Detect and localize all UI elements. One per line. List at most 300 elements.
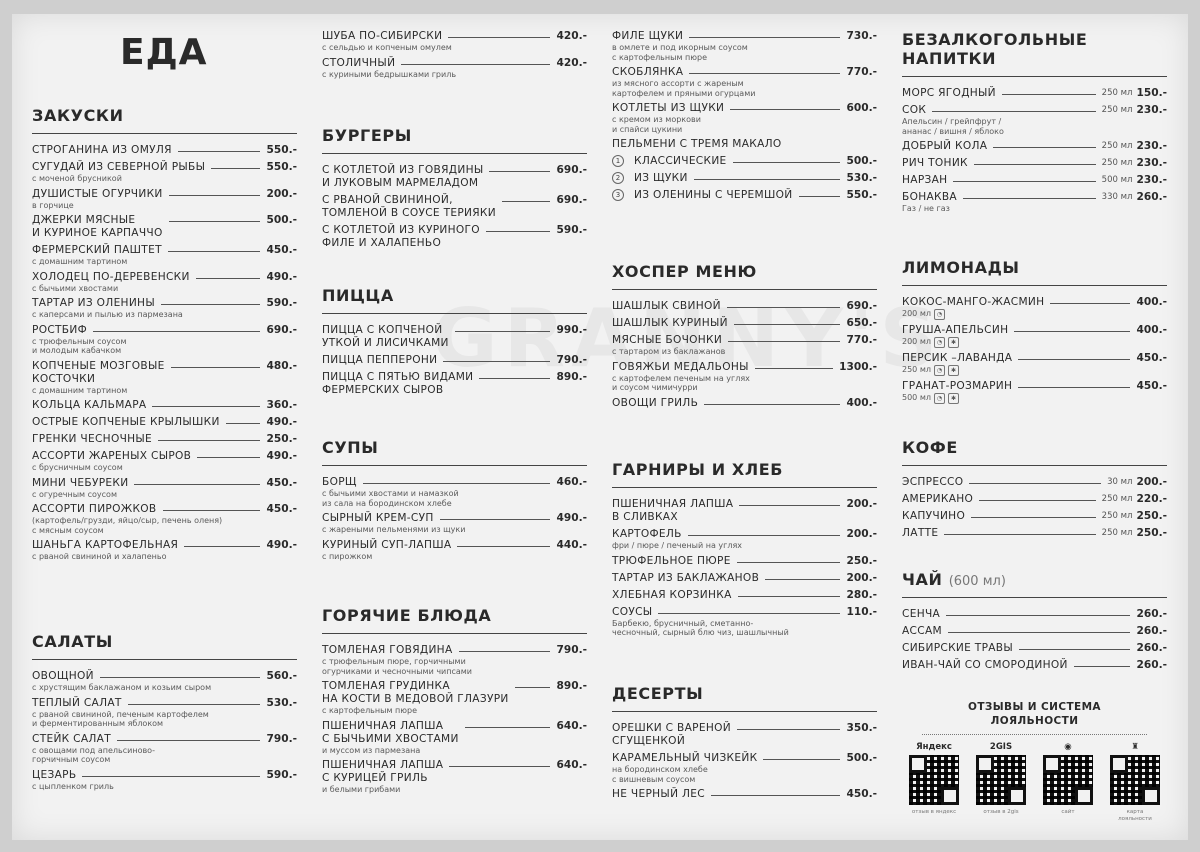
menu-item-row	[612, 66, 877, 79]
menu-item-name: СТРОГАНИНА ИЗ ОМУЛЯ	[32, 144, 172, 156]
leader-line	[465, 720, 551, 728]
menu-item-name: ТАРТАР ИЗ БАКЛАЖАНОВ	[612, 571, 760, 584]
menu-item	[32, 399, 297, 412]
menu-section-burgery	[322, 126, 587, 254]
menu-item-name: ХЛЕБНАЯ КОРЗИНКА	[612, 588, 732, 601]
menu-section-salaty	[32, 632, 297, 795]
menu-item-price: 600.-	[846, 102, 877, 114]
qr-label: Яндекс	[916, 742, 952, 752]
section-title-text: ЛИМОНАДЫ	[902, 258, 1020, 277]
menu-item-price: 220.-	[1136, 493, 1167, 505]
menu-item-price: 690.-	[266, 323, 297, 336]
menu-item	[902, 296, 1167, 320]
menu-item-price: 640.-	[556, 719, 587, 732]
menu-item	[612, 555, 877, 568]
menu-item-price: 450.-	[1136, 380, 1167, 392]
menu-item	[322, 354, 587, 367]
menu-item-name: МОРС ЯГОДНЫЙ	[902, 87, 996, 99]
menu-section-top3	[612, 30, 877, 206]
menu-item-price: 730.-	[846, 30, 877, 42]
menu-item-name: КОТЛЕТЫ ИЗ ЩУКИ	[612, 102, 725, 114]
leader-line	[765, 572, 840, 580]
qr-code-card[interactable]	[1109, 741, 1161, 823]
menu-item	[902, 157, 1167, 170]
menu-item-description-text: с кремом из моркови и спайси цукини	[612, 115, 701, 134]
menu-item-row	[322, 30, 587, 43]
qr-code-icon[interactable]	[976, 755, 1026, 805]
section-title-text: КОФЕ	[902, 438, 958, 457]
menu-section-supy	[322, 438, 587, 565]
menu-item-name: СТОЛИЧНЫЙ	[322, 56, 396, 69]
menu-item-row	[322, 164, 587, 190]
leader-line	[963, 191, 1096, 199]
leader-line	[184, 539, 260, 547]
qr-label: ♜	[1131, 742, 1139, 752]
leader-line	[93, 324, 260, 332]
menu-item-price: 420.-	[556, 56, 587, 69]
section-title-text: БУРГЕРЫ	[322, 126, 412, 145]
menu-item-name: ТОМЛЕНАЯ ГОВЯДИНА	[322, 644, 453, 656]
menu-item-name: ШАНЬГА КАРТОФЕЛЬНАЯ	[32, 539, 179, 551]
menu-item-row	[902, 324, 1167, 337]
menu-section-hosper	[612, 262, 877, 414]
menu-item-row	[322, 224, 587, 250]
menu-item-row	[612, 572, 877, 585]
menu-item-description	[612, 541, 877, 551]
menu-item-name: КАРАМЕЛЬНЫЙ ЧИЗКЕЙК	[612, 752, 758, 764]
menu-item-description-text: с куриными бедрышками гриль	[322, 69, 457, 79]
menu-item-row	[902, 642, 1167, 655]
qr-code-card[interactable]	[1042, 741, 1094, 823]
leader-line	[737, 555, 841, 563]
menu-item-description	[32, 516, 297, 535]
menu-item-description-text: Апельсин / грейпфрут / ананас / вишня / яблоко	[902, 117, 1004, 136]
menu-item	[32, 769, 297, 792]
menu-item-name: ПШЕНИЧНАЯ ЛАПША С КУРИЦЕЙ ГРИЛЬ	[322, 759, 444, 784]
menu-item-description-text: с бычьими хвостами и намазкой из сала на бородинском хлебе	[322, 489, 459, 508]
menu-item-name: ДЖЕРКИ МЯСНЫЕ И КУРИНОЕ КАРПАЧЧО	[32, 214, 163, 239]
menu-item-name: АССОРТИ ЖАРЕНЫХ СЫРОВ	[32, 450, 192, 462]
menu-item-row	[902, 140, 1167, 153]
menu-section-pizza	[322, 286, 587, 401]
menu-item-description	[902, 337, 1167, 348]
menu-item	[902, 625, 1167, 638]
menu-item	[32, 214, 297, 240]
leader-line	[211, 161, 260, 169]
menu-item-description-text: с овощами под апельсиново- горчичным соусом	[32, 745, 155, 764]
menu-item-price: 490.-	[266, 270, 297, 283]
menu-item-name: ГОВЯЖЬИ МЕДАЛЬОНЫ	[612, 360, 749, 373]
section-divider	[902, 76, 1167, 77]
leader-line	[979, 493, 1096, 501]
menu-item-name: ОСТРЫЕ КОПЧЕНЫЕ КРЫЛЫШКИ	[32, 416, 220, 428]
menu-section-kofe	[902, 438, 1167, 544]
menu-item-volume: 250 мл	[1101, 105, 1133, 115]
section-title	[322, 606, 587, 625]
menu-item	[322, 30, 587, 53]
leader-line	[688, 528, 841, 536]
leader-line	[169, 214, 261, 222]
menu-item-price: 200.-	[846, 528, 877, 540]
section-title	[322, 438, 587, 457]
menu-item-row	[32, 324, 297, 337]
menu-item-row	[32, 297, 297, 310]
menu-item	[902, 510, 1167, 523]
menu-item-row	[612, 102, 877, 115]
section-title	[322, 286, 587, 305]
menu-item	[612, 102, 877, 134]
menu-item-name: АССОРТИ ПИРОЖКОВ	[32, 503, 157, 515]
menu-item	[612, 172, 877, 185]
menu-item	[902, 493, 1167, 506]
leader-line	[449, 759, 550, 767]
menu-item-description-text: с моченой брусникой	[32, 174, 122, 183]
menu-item-price: 650.-	[846, 317, 877, 329]
menu-item-volume: 250 мл	[1101, 494, 1133, 504]
qr-caption: карта лояльности	[1118, 809, 1152, 822]
menu-item-price: 490.-	[266, 539, 297, 551]
menu-item-name: ШУБА ПО-СИБИРСКИ	[322, 30, 443, 42]
menu-item-price: 260.-	[1136, 659, 1167, 671]
menu-item-description-text: в омлете и под икорным соусом с картофельным пюре	[612, 43, 748, 62]
menu-item-description-text: (картофель/грузди, яйцо/сыр, печень оленя) с мясным соусом	[32, 516, 223, 535]
menu-item	[612, 138, 877, 151]
menu-item-price: 420.-	[556, 30, 587, 42]
menu-item-name: ПИЦЦА ПЕППЕРОНИ	[322, 354, 438, 366]
section-title-text: ЧАЙ	[902, 570, 943, 589]
menu-item-description	[322, 70, 587, 80]
menu-item-price: 450.-	[266, 476, 297, 489]
section-divider	[612, 711, 877, 712]
menu-item-volume: 250 мл	[1101, 158, 1133, 168]
menu-item-name: КАРТОФЕЛЬ	[612, 528, 682, 540]
menu-item-name: ЛАТТЕ	[902, 527, 939, 539]
menu-item	[612, 589, 877, 602]
menu-item-name: АМЕРИКАНО	[902, 493, 974, 505]
menu-item-description	[32, 337, 297, 356]
section-title-text: ДЕСЕРТЫ	[612, 684, 704, 703]
leader-line	[515, 680, 551, 688]
menu-item-price: 690.-	[846, 300, 877, 312]
qr-caption: отзыв в яндекс	[911, 809, 957, 815]
menu-item-description-text: и белыми грибами	[322, 785, 401, 794]
menu-item	[32, 297, 297, 320]
menu-item-description-text: Барбекю, брусничный, сметанно- чесночный, сырный блю чиз, шашлычный	[612, 618, 789, 637]
menu-item-price: 550.-	[846, 189, 877, 201]
divider	[922, 734, 1147, 735]
menu-item-row	[322, 680, 587, 706]
menu-item	[322, 324, 587, 350]
section-title-text: СУПЫ	[322, 438, 379, 457]
loyalty-title: ОТЗЫВЫ И СИСТЕМА ЛОЯЛЬНОСТИ	[968, 701, 1101, 727]
menu-item-row	[322, 539, 587, 552]
menu-item-price: 490.-	[266, 450, 297, 462]
leader-line	[479, 371, 550, 379]
section-title-text: ПИЦЦА	[322, 286, 394, 305]
menu-section-top2	[322, 30, 587, 83]
menu-item	[612, 572, 877, 585]
menu-item-row	[322, 57, 587, 70]
menu-item-row	[612, 172, 877, 185]
menu-item-description-text: с хрустящим баклажаном и козьим сыром	[32, 683, 212, 692]
menu-item-price: 890.-	[556, 680, 587, 692]
menu-item-description-text: 200 мл	[902, 337, 931, 346]
menu-item-description-text: с картофелем печеным на углях и соусом чимичурри	[612, 373, 750, 392]
section-title	[612, 684, 877, 703]
menu-item-row	[612, 498, 877, 524]
menu-item-price: 400.-	[846, 396, 877, 409]
menu-item-name: БОНАКВА	[902, 191, 957, 203]
menu-item-name: ГРУША-АПЕЛЬСИН	[902, 324, 1009, 336]
menu-item-name: ПШЕНИЧНАЯ ЛАПША С БЫЧЬИМИ ХВОСТАМИ	[322, 719, 459, 745]
leader-line	[946, 608, 1130, 616]
menu-item-description	[612, 374, 877, 393]
menu-item	[32, 733, 297, 765]
menu-item-name: ГРЕНКИ ЧЕСНОЧНЫЕ	[32, 433, 153, 445]
menu-item	[322, 476, 587, 508]
menu-item-row	[902, 510, 1167, 523]
menu-item-price: 450.-	[1136, 352, 1167, 364]
qr-code-icon[interactable]	[1110, 755, 1160, 805]
menu-item-description	[322, 43, 587, 53]
menu-item-description-text: с рваной свининой и халапеньо	[32, 552, 167, 561]
leader-line	[440, 512, 551, 520]
menu-item-description-text: с рваной свининой, печеным картофелем и ферментированным яблоком	[32, 709, 209, 728]
menu-item-description	[902, 309, 1167, 320]
menu-item-price: 460.-	[556, 476, 587, 488]
menu-item	[612, 722, 877, 748]
leader-line	[694, 172, 841, 180]
leader-line	[363, 476, 551, 484]
leader-line	[163, 503, 261, 511]
menu-item-price: 550.-	[266, 161, 297, 173]
section-title	[902, 30, 1167, 68]
menu-item-name: СЕНЧА	[902, 608, 941, 620]
leader-line	[953, 174, 1095, 182]
menu-item-row	[902, 157, 1167, 170]
leader-line	[489, 164, 550, 172]
menu-item-name: ПИЦЦА С КОПЧЕНОЙ УТКОЙ И ЛИСИЧКАМИ	[322, 324, 449, 349]
menu-item-row	[902, 104, 1167, 117]
menu-item-row	[32, 161, 297, 174]
loyalty-block	[902, 700, 1167, 823]
leader-line	[196, 271, 261, 279]
menu-item	[612, 397, 877, 410]
section-divider	[322, 465, 587, 466]
section-divider	[902, 597, 1167, 598]
leader-line	[733, 155, 841, 163]
menu-item-name: ХОЛОДЕЦ ПО-ДЕРЕВЕНСКИ	[32, 270, 190, 283]
drink-option-icon: ✱	[948, 337, 959, 348]
leader-line	[969, 476, 1101, 484]
menu-item-price: 790.-	[266, 732, 297, 745]
leader-line	[443, 354, 550, 362]
menu-item-name: ПШЕНИЧНАЯ ЛАПША В СЛИВКАХ	[612, 498, 734, 523]
leader-line	[171, 360, 261, 368]
menu-item-price: 550.-	[266, 144, 297, 156]
menu-item-name: ЭСПРЕССО	[902, 476, 964, 488]
menu-item-row	[322, 512, 587, 525]
leader-line	[178, 144, 261, 152]
menu-item-name: СОК	[902, 104, 927, 116]
menu-item-row	[612, 528, 877, 541]
leader-line	[502, 194, 550, 202]
menu-item-price: 560.-	[266, 670, 297, 682]
menu-item-price: 200.-	[1136, 476, 1167, 488]
leader-line	[197, 450, 260, 458]
menu-item-description	[902, 393, 1167, 404]
menu-item	[612, 66, 877, 98]
section-divider	[322, 153, 587, 154]
menu-item	[32, 450, 297, 473]
menu-item-description-text: с цыпленком гриль	[32, 781, 114, 791]
qr-code-icon[interactable]	[909, 755, 959, 805]
menu-item-price: 200.-	[846, 498, 877, 510]
qr-code-card[interactable]	[975, 741, 1027, 823]
menu-item-name: СЫРНЫЙ КРЕМ-СУП	[322, 512, 434, 524]
leader-line	[459, 644, 551, 652]
menu-item-name: КОПЧЕНЫЕ МОЗГОВЫЕ КОСТОЧКИ	[32, 359, 165, 385]
menu-item-row	[612, 155, 877, 168]
leader-line	[226, 416, 261, 424]
menu-item-price: 250.-	[1136, 510, 1167, 522]
menu-column-4	[902, 14, 1167, 840]
section-divider	[612, 487, 877, 488]
section-title-text: ЗАКУСКИ	[32, 106, 124, 125]
leader-line	[82, 769, 260, 777]
section-title	[902, 570, 1167, 589]
leader-line	[1014, 324, 1130, 332]
menu-item-description-text: из мясного ассорти с жареным картофелем и пряными огурцами	[612, 79, 756, 98]
menu-item-description	[612, 115, 877, 134]
menu-item-price: 490.-	[266, 416, 297, 428]
qr-caption: отзыв в 2gis	[983, 809, 1019, 815]
menu-item-price: 640.-	[556, 759, 587, 771]
menu-item	[902, 191, 1167, 214]
menu-item-row	[32, 450, 297, 463]
section-title-text: ХОСПЕР МЕНЮ	[612, 262, 757, 281]
menu-column-3	[612, 14, 877, 840]
menu-item	[32, 360, 297, 396]
menu-item-row	[902, 191, 1167, 204]
menu-item-row	[612, 361, 877, 374]
leader-line	[128, 697, 261, 705]
menu-item-name: СУГУДАЙ ИЗ СЕВЕРНОЙ РЫБЫ	[32, 161, 206, 173]
menu-item-row	[612, 788, 877, 801]
menu-item-description-text: Газ / не газ	[902, 204, 950, 213]
leader-line	[711, 788, 841, 796]
qr-code-card[interactable]	[908, 741, 960, 823]
menu-item-description-text: с картофельным пюре	[322, 706, 417, 715]
section-title-text: ГАРНИРЫ И ХЛЕБ	[612, 460, 784, 479]
leader-line	[168, 244, 261, 252]
section-divider	[612, 289, 877, 290]
menu-item-row	[32, 399, 297, 412]
menu-item-name: ГРАНАТ-РОЗМАРИН	[902, 380, 1013, 392]
menu-item-description-text: с трюфельным соусом и молодым кабачком	[32, 336, 127, 355]
menu-item-price: 260.-	[1136, 608, 1167, 620]
menu-section-bezalko	[902, 30, 1167, 218]
menu-item-price: 110.-	[846, 605, 877, 618]
menu-item-name: ТРЮФЕЛЬНОЕ ПЮРЕ	[612, 554, 731, 567]
leader-line	[100, 670, 261, 678]
section-title	[612, 262, 877, 281]
menu-item-row	[902, 659, 1167, 672]
menu-item-price: 530.-	[846, 172, 877, 184]
menu-item-volume: 30 мл	[1107, 477, 1133, 487]
menu-item-row	[32, 188, 297, 201]
menu-item-price: 230.-	[1136, 140, 1167, 152]
menu-item	[322, 164, 587, 190]
menu-item-price: 890.-	[556, 371, 587, 383]
menu-item-name: КУРИНЫЙ СУП-ЛАПША	[322, 538, 452, 551]
menu-item-name: ИВАН-ЧАЙ СО СМОРОДИНОЙ	[902, 659, 1068, 671]
menu-item-price: 1300.-	[839, 360, 877, 373]
menu-item-description-text: с жареными пельменями из щуки	[322, 525, 466, 534]
menu-item-row	[612, 30, 877, 43]
leader-line	[455, 324, 551, 332]
menu-item	[32, 324, 297, 356]
menu-item-price: 280.-	[846, 588, 877, 601]
menu-item-description	[32, 201, 297, 211]
section-title	[32, 106, 297, 125]
menu-item-row	[902, 493, 1167, 506]
section-title	[902, 438, 1167, 457]
menu-item-name: ШАШЛЫК КУРИНЫЙ	[612, 317, 728, 329]
menu-item	[322, 680, 587, 716]
menu-item-row	[902, 352, 1167, 365]
leader-line	[161, 297, 260, 305]
qr-label: 2GIS	[989, 742, 1013, 752]
menu-item	[612, 317, 877, 330]
menu-column-2	[322, 14, 587, 840]
menu-item	[612, 334, 877, 357]
menu-item-description	[32, 683, 297, 693]
menu-item	[322, 371, 587, 397]
menu-item-volume: 500 мл	[1101, 175, 1133, 185]
leader-line	[1002, 87, 1096, 95]
leader-line	[117, 733, 260, 741]
menu-item	[322, 644, 587, 676]
menu-item	[32, 271, 297, 294]
leader-line	[1018, 380, 1130, 388]
menu-item	[32, 244, 297, 267]
leader-line	[134, 477, 260, 485]
qr-code-icon[interactable]	[1043, 755, 1093, 805]
menu-item-volume: 250 мл	[1101, 88, 1133, 98]
menu-item-description	[902, 204, 1167, 214]
menu-section-goryachie	[322, 606, 587, 799]
leader-line	[704, 397, 840, 405]
menu-item-price: 200.-	[266, 187, 297, 200]
menu-item-row	[902, 608, 1167, 621]
menu-item-price: 490.-	[556, 512, 587, 524]
page-title: ЕДА	[120, 32, 208, 73]
menu-item-price: 200.-	[846, 571, 877, 584]
menu-item-volume: 250 мл	[1101, 528, 1133, 538]
menu-item	[32, 144, 297, 157]
menu-item	[32, 416, 297, 429]
menu-item-name: НЕ ЧЕРНЫЙ ЛЕС	[612, 788, 705, 800]
menu-item-row	[612, 722, 877, 748]
menu-item-row	[612, 334, 877, 347]
section-title	[322, 126, 587, 145]
menu-item-row	[32, 477, 297, 490]
menu-item	[32, 503, 297, 535]
menu-item	[322, 224, 587, 250]
menu-item-row	[612, 189, 877, 202]
menu-item-description-text: с сельдью и копченым омулем	[322, 43, 452, 52]
